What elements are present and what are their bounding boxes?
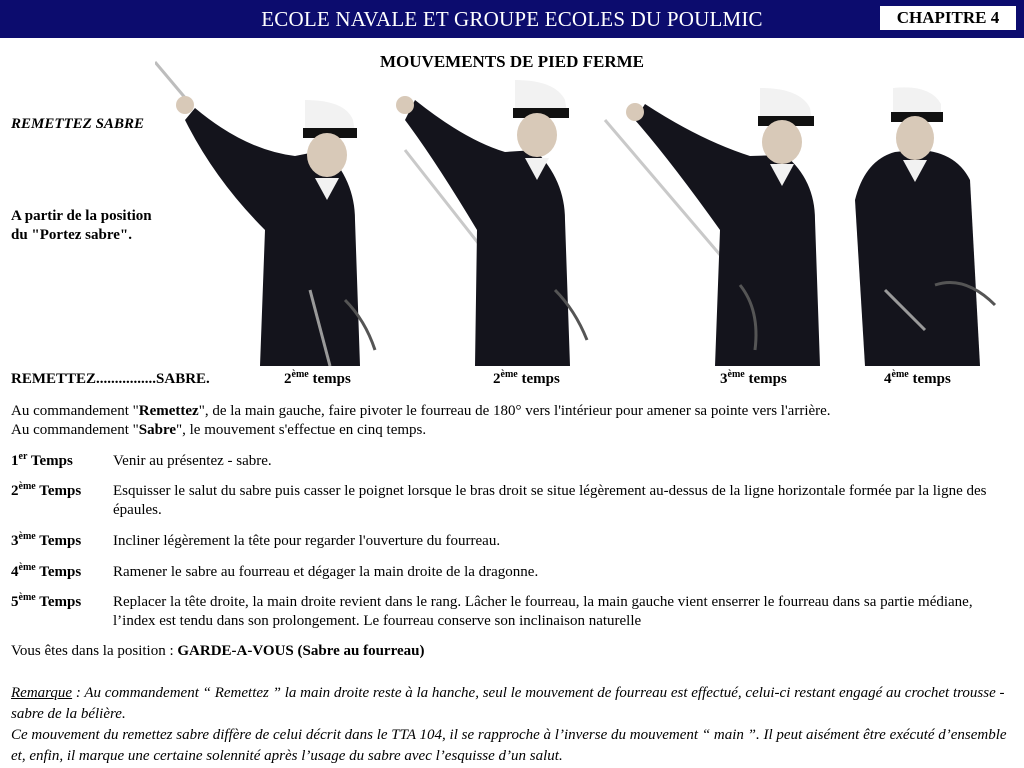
- remark-text-1: : Au commandement “ Remettez ” la main droite reste à la hanche, seul le mouvement de fourreau est effectué, celui-ci restant engagé au crochet trousse - sabre de la bélière.: [11, 685, 1005, 722]
- step-label: [11, 532, 81, 551]
- photo-step-3: [590, 60, 845, 366]
- p1-bold: Remettez: [138, 403, 199, 419]
- step-label: [11, 482, 81, 501]
- step-num: 5: [11, 594, 19, 610]
- step-label: [11, 593, 81, 612]
- paragraph-sabre: [11, 421, 1016, 440]
- step-text: Incliner légèrement la tête pour regarder l'ouverture du fourreau.: [113, 533, 501, 549]
- step-label: [11, 563, 81, 582]
- command-text: REMETTEZ................SABRE.: [11, 371, 210, 387]
- remark-line-2: Ce mouvement du remettez sabre diffère de celui décrit dans le TTA 104, il se rapproche à l’inverse du mouvement “ main ”. Il peut aisément être exécuté d’ensemble et, enfin, il marque une certaine solennité après l’usage du sabre avec l’esquisse d’un salut.: [11, 727, 1007, 764]
- step-text: Esquisser le salut du sabre puis casser le poignet lorsque le bras droit se situe légèrement au-dessus de la ligne horizontale formée par la ligne des épaules.: [113, 483, 987, 518]
- label-num: 3: [720, 371, 728, 387]
- intro-line-2: du "Portez sabre".: [11, 227, 132, 243]
- movement-subtitle: REMETTEZ SABRE: [11, 116, 144, 132]
- label-word: temps: [312, 371, 351, 387]
- photo-label-2: [493, 371, 560, 388]
- final-position: [11, 642, 1016, 661]
- intro-line-1: A partir de la position: [11, 208, 152, 224]
- position-before: Vous êtes dans la position :: [11, 643, 178, 659]
- step-word: Temps: [30, 453, 73, 469]
- step-sup: ème: [18, 592, 36, 603]
- remark-label: Remarque: [11, 685, 73, 701]
- photo-label-3: [720, 371, 787, 388]
- step-word: Temps: [39, 564, 82, 580]
- remark-line-1: [11, 683, 1016, 725]
- command-row: [0, 371, 1024, 393]
- page-header-title: ECOLE NAVALE ET GROUPE ECOLES DU POULMIC: [261, 7, 763, 31]
- step-word: Temps: [39, 594, 82, 610]
- label-sup: ème: [500, 369, 518, 380]
- chapter-badge: CHAPITRE 4: [878, 4, 1018, 32]
- remark-block: [11, 683, 1016, 767]
- label-num: 2: [284, 371, 292, 387]
- step-sup: er: [18, 451, 28, 462]
- section-title: MOUVEMENTS DE PIED FERME: [380, 52, 644, 71]
- officer-figure-2-image: [365, 60, 595, 366]
- step-sup: ème: [18, 531, 36, 542]
- step-word: Temps: [39, 483, 82, 499]
- label-word: temps: [912, 371, 951, 387]
- p2-after: ", le mouvement s'effectue en cinq temps.: [176, 422, 427, 438]
- step-num: 2: [11, 483, 19, 499]
- p2-bold: Sabre: [138, 422, 176, 438]
- step-num: 4: [11, 564, 19, 580]
- photo-label-1: [284, 371, 351, 388]
- label-sup: ème: [727, 369, 745, 380]
- photo-step-4: [845, 60, 1020, 366]
- step-num: 3: [11, 533, 19, 549]
- photo-step-2a: [155, 60, 390, 366]
- label-word: temps: [521, 371, 560, 387]
- step-sup: ème: [18, 562, 36, 573]
- officer-figure-3-image: [590, 60, 845, 366]
- step-word: Temps: [39, 533, 82, 549]
- label-word: temps: [748, 371, 787, 387]
- p1-before: Au commandement ": [11, 403, 139, 419]
- step-num: 1: [11, 453, 19, 469]
- photo-step-2b: [365, 60, 595, 366]
- label-sup: ème: [891, 369, 909, 380]
- p1-after: ", de la main gauche, faire pivoter le fourreau de 180° vers l'intérieur pour amener sa pointe vers l'arrière.: [198, 403, 831, 419]
- p2-before: Au commandement ": [11, 422, 139, 438]
- step-sup: ème: [18, 481, 36, 492]
- step-text: Venir au présentez - sabre.: [113, 453, 272, 469]
- label-sup: ème: [291, 369, 309, 380]
- step-label: [11, 452, 73, 471]
- photo-label-4: [884, 371, 951, 388]
- paragraph-remettez: [11, 402, 1016, 421]
- label-num: 2: [493, 371, 501, 387]
- label-num: 4: [884, 371, 892, 387]
- step-text: Replacer la tête droite, la main droite revient dans le rang. Lâcher le fourreau, la main gauche vient enserrer le fourreau dans sa partie médiane, l’index est tendu dans son prolongement. Le fourreau conserve son inclinaison naturelle: [113, 594, 973, 629]
- position-bold: GARDE-A-VOUS (Sabre au fourreau): [177, 643, 425, 659]
- step-text: Ramener le sabre au fourreau et dégager la main droite de la dragonne.: [113, 564, 539, 580]
- officer-figure-4-image: [845, 60, 1020, 366]
- officer-figure-1-image: [155, 60, 390, 366]
